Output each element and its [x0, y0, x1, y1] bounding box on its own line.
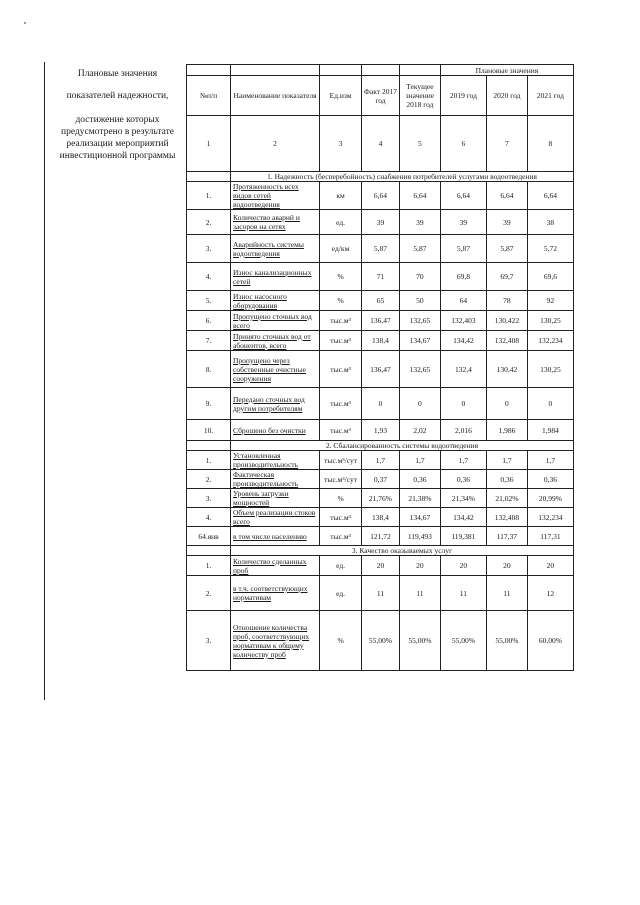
value-cell: 6,64 [440, 182, 486, 210]
value-cell: 20 [440, 556, 486, 576]
unit-cell: % [320, 291, 362, 311]
value-cell: 117,31 [527, 527, 573, 546]
value-cell: 130,25 [527, 351, 573, 388]
table-row [187, 420, 574, 441]
value-cell: 20 [527, 556, 573, 576]
value-cell: 55,00% [399, 611, 440, 671]
value-cell: 69,6 [527, 263, 573, 291]
value-cell: 134,67 [399, 508, 440, 527]
value-cell: 138,4 [362, 331, 400, 351]
value-cell: 60,00% [527, 611, 573, 671]
value-cell: 69,7 [486, 263, 527, 291]
row-number: 7. [187, 331, 231, 351]
value-cell: 117,37 [486, 527, 527, 546]
indicator-name: Установленная производительность [231, 451, 320, 470]
column-number-cell: 2 [231, 116, 320, 172]
value-cell: 5,72 [527, 235, 573, 263]
indicator-name: в том числе населению [231, 527, 320, 546]
value-cell: 21,02% [486, 489, 527, 508]
value-cell: 39 [362, 210, 400, 235]
indicator-name: Объем реализации стоков всего [231, 508, 320, 527]
value-cell: 20 [486, 556, 527, 576]
table-row [187, 311, 574, 331]
indicator-name: Принято сточных вод от абонентов, всего [231, 331, 320, 351]
value-cell: 20,99% [527, 489, 573, 508]
header-planned-values: Плановые значения [440, 65, 573, 76]
value-cell: 1,984 [527, 420, 573, 441]
section-title: 2. Сбалансированность системы водоотведения [231, 441, 574, 451]
row-number: 3. [187, 611, 231, 671]
value-cell: 0 [399, 388, 440, 420]
unit-cell: ед/км [320, 235, 362, 263]
header-row [187, 76, 574, 116]
value-cell: 136,47 [362, 351, 400, 388]
value-cell: 11 [486, 576, 527, 611]
row-number: 64.янв [187, 527, 231, 546]
value-cell: 1,7 [399, 451, 440, 470]
value-cell: 0 [362, 388, 400, 420]
row-number: 1. [187, 451, 231, 470]
header-cell: Ед.изм [320, 76, 362, 116]
value-cell: 132,234 [527, 331, 573, 351]
value-cell: 39 [486, 210, 527, 235]
row-number: 2. [187, 470, 231, 489]
value-cell: 20 [399, 556, 440, 576]
row-number: 3. [187, 489, 231, 508]
value-cell: 1,7 [362, 451, 400, 470]
table-row [187, 508, 574, 527]
value-cell: 0,36 [486, 470, 527, 489]
value-cell: 6,64 [362, 182, 400, 210]
table-row [187, 182, 574, 210]
column-number-cell: 8 [527, 116, 573, 172]
unit-cell: тыс.м³ [320, 527, 362, 546]
unit-cell: % [320, 263, 362, 291]
row-number: 4. [187, 508, 231, 527]
header-planned-row [187, 65, 574, 76]
value-cell: 21,38% [399, 489, 440, 508]
value-cell: 1,93 [362, 420, 400, 441]
header-blank-cell [362, 65, 400, 76]
value-cell: 5,87 [399, 235, 440, 263]
value-cell: 64 [440, 291, 486, 311]
unit-cell: тыс.м³ [320, 420, 362, 441]
value-cell: 0,36 [440, 470, 486, 489]
value-cell: 50 [399, 291, 440, 311]
indicator-name: Пропущено через собственные очистные сооружения [231, 351, 320, 388]
table-row [187, 210, 574, 235]
value-cell: 121,72 [362, 527, 400, 546]
row-number: 8. [187, 351, 231, 388]
unit-cell: тыс.м³ [320, 508, 362, 527]
value-cell: 11 [440, 576, 486, 611]
unit-cell: тыс.м³ [320, 388, 362, 420]
value-cell: 12 [527, 576, 573, 611]
indicator-name: в т.ч. соответствующих нормативам [231, 576, 320, 611]
table-row [187, 351, 574, 388]
header-blank-cell [399, 65, 440, 76]
value-cell: 78 [486, 291, 527, 311]
value-cell: 132,408 [486, 331, 527, 351]
section-header-row [187, 441, 574, 451]
table-row [187, 235, 574, 263]
row-number: 1. [187, 556, 231, 576]
value-cell: 132,408 [486, 508, 527, 527]
value-cell: 132,4 [440, 351, 486, 388]
side-title-line2: показателей надежности, [66, 91, 169, 101]
row-number: 2. [187, 210, 231, 235]
unit-cell: ед. [320, 556, 362, 576]
value-cell: 71 [362, 263, 400, 291]
scan-dot [24, 22, 26, 24]
value-cell: 2,016 [440, 420, 486, 441]
column-number-cell: 3 [320, 116, 362, 172]
header-blank-cell [231, 65, 320, 76]
unit-cell: тыс.м³/сут [320, 470, 362, 489]
value-cell: 134,42 [440, 331, 486, 351]
header-blank-cell [187, 65, 231, 76]
header-cell: Текущее значение 2018 год [399, 76, 440, 116]
table-row [187, 489, 574, 508]
unit-cell: % [320, 489, 362, 508]
column-number-cell: 7 [486, 116, 527, 172]
value-cell: 1,7 [440, 451, 486, 470]
value-cell: 134,67 [399, 331, 440, 351]
value-cell: 55,00% [440, 611, 486, 671]
value-cell: 38 [527, 210, 573, 235]
row-number: 6. [187, 311, 231, 331]
unit-cell: тыс.м³ [320, 311, 362, 331]
indicator-name: Отношение количества проб, соответствующих нормативам к общему количеству проб [231, 611, 320, 671]
indicator-name: Износ насосного оборудования [231, 291, 320, 311]
value-cell: 65 [362, 291, 400, 311]
indicators-table [186, 64, 574, 671]
value-cell: 70 [399, 263, 440, 291]
header-blank-cell [320, 65, 362, 76]
table-row [187, 331, 574, 351]
unit-cell: тыс.м³/сут [320, 451, 362, 470]
row-number: 3. [187, 235, 231, 263]
indicator-name: Протяженность всех видов сетей водоотведения [231, 182, 320, 210]
section-blank-cell [187, 172, 231, 182]
value-cell: 0,37 [362, 470, 400, 489]
indicator-name: Передано сточных вод другим потребителям [231, 388, 320, 420]
value-cell: 134,42 [440, 508, 486, 527]
value-cell: 1,7 [527, 451, 573, 470]
section-blank-cell [187, 546, 231, 556]
table-row [187, 611, 574, 671]
header-cell: №п/п [187, 76, 231, 116]
section-title: 1. Надежность (бесперебойность) снабжения потребителей услугами водоотведения [231, 172, 574, 182]
column-number-cell: 6 [440, 116, 486, 172]
value-cell: 130,25 [527, 311, 573, 331]
value-cell: 0,36 [399, 470, 440, 489]
value-cell: 39 [440, 210, 486, 235]
table-row [187, 527, 574, 546]
value-cell: 2,02 [399, 420, 440, 441]
value-cell: 11 [399, 576, 440, 611]
value-cell: 69,8 [440, 263, 486, 291]
column-number-cell: 5 [399, 116, 440, 172]
value-cell: 136,47 [362, 311, 400, 331]
row-number: 5. [187, 291, 231, 311]
value-cell: 1,986 [486, 420, 527, 441]
value-cell: 1,7 [486, 451, 527, 470]
value-cell: 21,76% [362, 489, 400, 508]
header-cell: 2019 год [440, 76, 486, 116]
value-cell: 0 [527, 388, 573, 420]
table-row [187, 451, 574, 470]
row-number: 1. [187, 182, 231, 210]
value-cell: 130,42 [486, 351, 527, 388]
value-cell: 119,381 [440, 527, 486, 546]
indicator-name: Износ канализационных сетей [231, 263, 320, 291]
section-header-row [187, 546, 574, 556]
row-number: 9. [187, 388, 231, 420]
row-number: 2. [187, 576, 231, 611]
unit-cell: км [320, 182, 362, 210]
row-number: 4. [187, 263, 231, 291]
table-row [187, 470, 574, 489]
value-cell: 55,00% [486, 611, 527, 671]
value-cell: 11 [362, 576, 400, 611]
indicator-name: Уровень загрузки мощностей [231, 489, 320, 508]
unit-cell: ед. [320, 210, 362, 235]
row-number: 10. [187, 420, 231, 441]
value-cell: 132,403 [440, 311, 486, 331]
header-cell: 2020 год [486, 76, 527, 116]
table-row [187, 263, 574, 291]
value-cell: 5,87 [486, 235, 527, 263]
unit-cell: тыс.м³ [320, 331, 362, 351]
value-cell: 0,36 [527, 470, 573, 489]
column-number-cell: 1 [187, 116, 231, 172]
section-blank-cell [187, 441, 231, 451]
value-cell: 0 [440, 388, 486, 420]
left-border-line [44, 62, 45, 700]
table-row [187, 388, 574, 420]
indicator-name: Количество сделанных проб [231, 556, 320, 576]
value-cell: 6,64 [486, 182, 527, 210]
column-number-row [187, 116, 574, 172]
indicator-name: Фактическая производительность [231, 470, 320, 489]
value-cell: 5,87 [440, 235, 486, 263]
table-row [187, 576, 574, 611]
value-cell: 6,64 [399, 182, 440, 210]
value-cell: 130,422 [486, 311, 527, 331]
value-cell: 55,00% [362, 611, 400, 671]
value-cell: 0 [486, 388, 527, 420]
table-row [187, 291, 574, 311]
value-cell: 39 [399, 210, 440, 235]
value-cell: 132,65 [399, 311, 440, 331]
value-cell: 92 [527, 291, 573, 311]
value-cell: 6,64 [527, 182, 573, 210]
header-cell: Наименование показателя [231, 76, 320, 116]
indicator-name: Пропущено сточных вод всего [231, 311, 320, 331]
unit-cell: % [320, 611, 362, 671]
indicator-name: Аварийность системы водоотведения [231, 235, 320, 263]
indicator-name: Сброшено без очистки [231, 420, 320, 441]
header-cell: 2021 год [527, 76, 573, 116]
header-cell: Факт 2017 год [362, 76, 400, 116]
side-title-line3: достижение которых предусмотрено в результате реализации мероприятий инвестиционной программы [59, 115, 176, 161]
section-header-row [187, 172, 574, 182]
section-title: 3. Качество оказываемых услуг [231, 546, 574, 556]
value-cell: 119,493 [399, 527, 440, 546]
value-cell: 138,4 [362, 508, 400, 527]
value-cell: 21,34% [440, 489, 486, 508]
value-cell: 20 [362, 556, 400, 576]
value-cell: 132,234 [527, 508, 573, 527]
column-number-cell: 4 [362, 116, 400, 172]
side-title-line1: Плановые значения [77, 69, 158, 79]
value-cell: 5,87 [362, 235, 400, 263]
table-row [187, 556, 574, 576]
value-cell: 132,65 [399, 351, 440, 388]
indicator-name: Количество аварий и засоров на сетях [231, 210, 320, 235]
unit-cell: ед. [320, 576, 362, 611]
unit-cell: тыс.м³ [320, 351, 362, 388]
